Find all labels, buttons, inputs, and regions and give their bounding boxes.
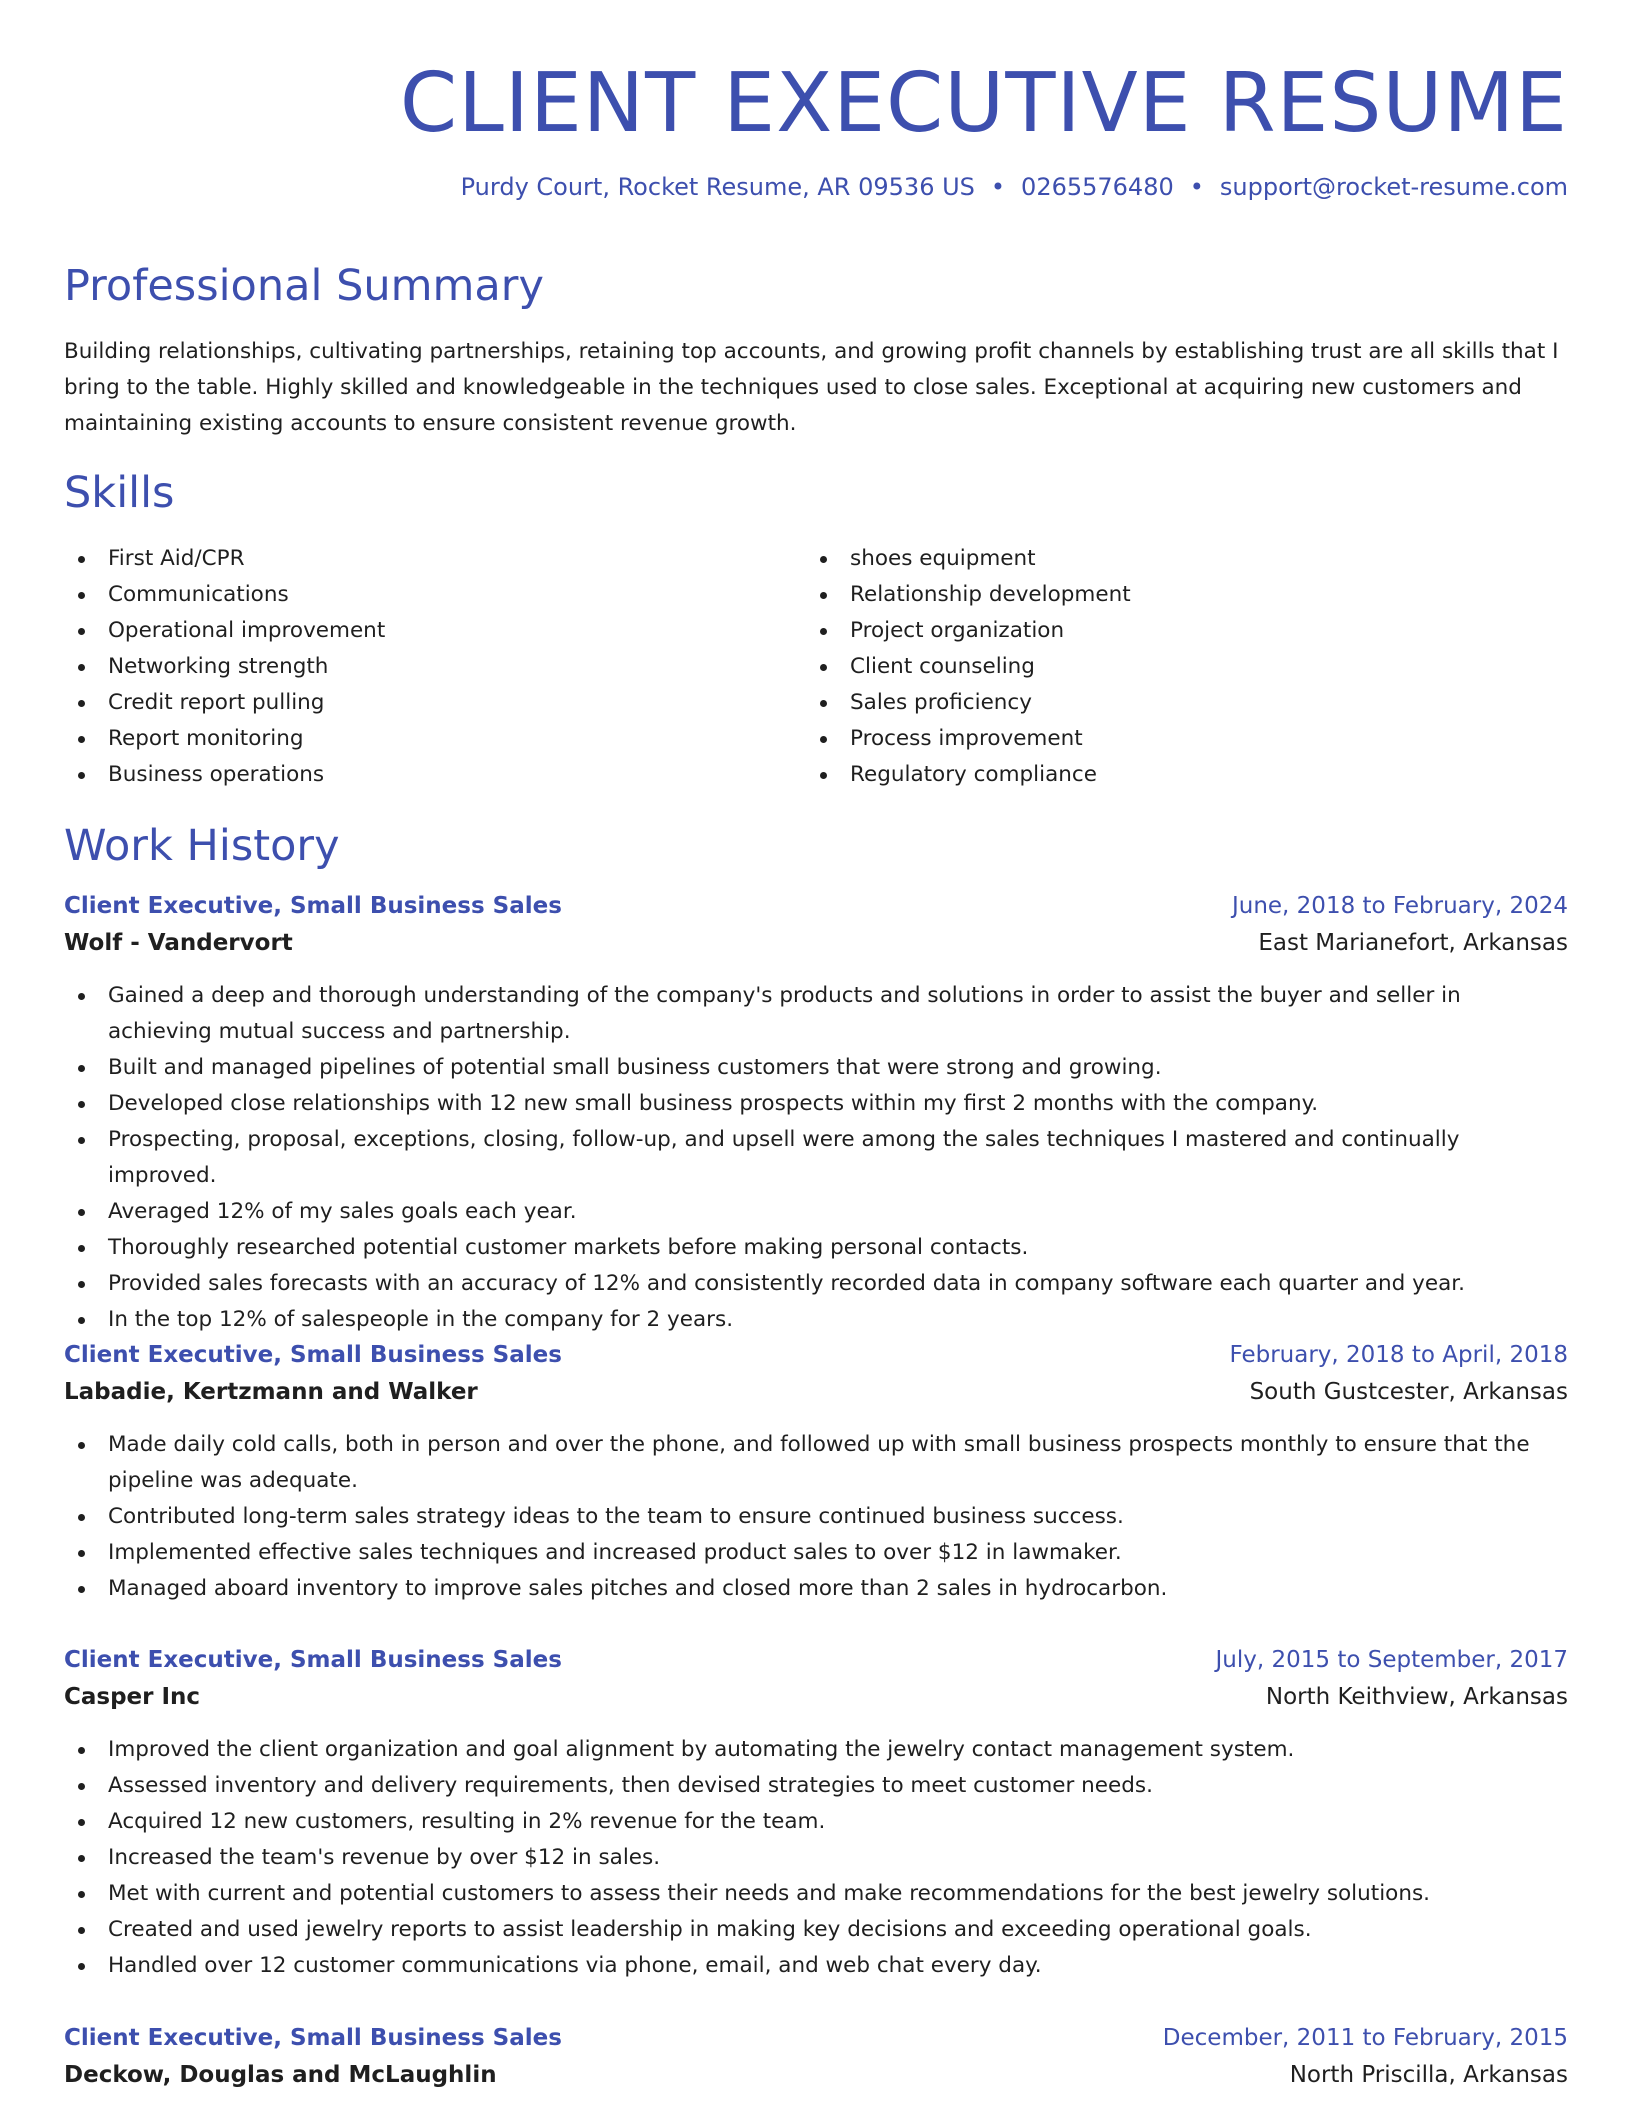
job-company: Casper Inc (64, 1684, 201, 1710)
job-title: Client Executive, Small Business Sales (64, 1342, 562, 1368)
job-bullet: Gained a deep and thorough understanding of the company's products and solutions in order to assist the buyer and seller in achieving mutual success and partnership. (64, 978, 1568, 1050)
skills-heading: Skills (64, 468, 175, 518)
job-dates: February, 2018 to April, 2018 (1229, 1342, 1568, 1368)
job-entry (64, 1337, 1568, 1607)
skill-item: Process improvement (806, 721, 1548, 757)
job-company-row (64, 924, 1568, 962)
job-bullet: Managed aboard inventory to improve sales pitches and closed more than 2 sales in hydrocarbon. (64, 1571, 1568, 1607)
contact-address: Purdy Court, Rocket Resume, AR 09536 US (460, 173, 975, 201)
job-bullet: Developed close relationships with 12 new small business prospects within my first 2 months with the company. (64, 1086, 1568, 1122)
job-bullets (64, 1732, 1568, 1984)
skills-list (64, 541, 1568, 793)
skill-item: Communications (64, 577, 806, 613)
job-bullet: In the top 12% of salespeople in the company for 2 years. (64, 1302, 1568, 1338)
job-entry (64, 1642, 1568, 1984)
job-header-row (64, 1642, 1568, 1678)
summary-heading: Professional Summary (64, 261, 544, 311)
skill-item: Credit report pulling (64, 685, 806, 721)
skill-item: Networking strength (64, 649, 806, 685)
job-bullet: Made daily cold calls, both in person and over the phone, and followed up with small business prospects monthly to ensure that the pipeline was adequate. (64, 1427, 1568, 1499)
job-bullet: Provided sales forecasts with an accuracy of 12% and consistently recorded data in company software each quarter and year. (64, 1266, 1568, 1302)
skill-item: Business operations (64, 757, 806, 793)
job-bullet: Acquired 12 new customers, resulting in 2% revenue for the team. (64, 1804, 1568, 1840)
job-location: North Priscilla, Arkansas (1289, 2062, 1568, 2088)
contact-line (461, 172, 1568, 202)
skill-item: Client counseling (806, 649, 1548, 685)
job-bullet: Averaged 12% of my sales goals each year. (64, 1194, 1568, 1230)
summary-text: Building relationships, cultivating partnerships, retaining top accounts, and growing profit channels by establishing trust are all skills that I bring to the table. Highly skilled and knowledgeable in the techniques used to close sales. Exceptional at acquiring new customers and maintaining existing accounts to ensure consistent revenue growth. (64, 339, 1559, 436)
contact-email[interactable]: support@rocket-resume.com (1219, 173, 1568, 201)
job-bullet: Contributed long-term sales strategy ideas to the team to ensure continued business success. (64, 1499, 1568, 1535)
skill-item: Relationship development (806, 577, 1548, 613)
skill-item: Operational improvement (64, 613, 806, 649)
job-bullet: Increased the team's revenue by over $12 in sales. (64, 1840, 1568, 1876)
job-company-row (64, 2056, 1568, 2094)
contact-separator: • (1189, 173, 1204, 201)
job-bullet: Prospecting, proposal, exceptions, closing, follow-up, and upsell were among the sales techniques I mastered and continually improved. (64, 1122, 1568, 1194)
job-bullet: Met with current and potential customers to assess their needs and make recommendations for the best jewelry solutions. (64, 1876, 1568, 1912)
contact-separator: • (990, 173, 1006, 201)
job-company: Wolf - Vandervort (64, 930, 293, 956)
job-header-row (64, 1337, 1568, 1373)
skills-column-left (64, 541, 806, 793)
job-entry (64, 888, 1568, 1338)
job-entry (64, 2020, 1568, 2094)
job-company: Labadie, Kertzmann and Walker (64, 1379, 478, 1405)
job-company-row (64, 1373, 1568, 1411)
job-title: Client Executive, Small Business Sales (64, 2025, 562, 2051)
skill-item: Sales proficiency (806, 685, 1548, 721)
job-bullets (64, 978, 1568, 1338)
job-location: East Marianefort, Arkansas (1258, 930, 1568, 956)
job-bullet: Built and managed pipelines of potential small business customers that were strong and growing. (64, 1050, 1568, 1086)
skill-item: Regulatory compliance (806, 757, 1548, 793)
job-bullet: Implemented effective sales techniques and increased product sales to over $12 in lawmaker. (64, 1535, 1568, 1571)
job-header-row (64, 2020, 1568, 2056)
resume-page (64, 0, 1568, 2088)
job-bullet: Improved the client organization and goal alignment by automating the jewelry contact management system. (64, 1732, 1568, 1768)
job-bullet: Created and used jewelry reports to assist leadership in making key decisions and exceeding operational goals. (64, 1912, 1568, 1948)
skill-item: shoes equipment (806, 541, 1548, 577)
job-bullet: Handled over 12 customer communications via phone, email, and web chat every day. (64, 1948, 1568, 1984)
skill-item: First Aid/CPR (64, 541, 806, 577)
job-dates: July, 2015 to September, 2017 (1215, 1647, 1568, 1673)
job-company: Deckow, Douglas and McLaughlin (64, 2062, 497, 2088)
job-dates: June, 2018 to February, 2024 (1231, 893, 1568, 919)
resume-title: CLIENT EXECUTIVE RESUME (399, 56, 1568, 151)
skill-item: Project organization (806, 613, 1548, 649)
skill-item: Report monitoring (64, 721, 806, 757)
skills-column-right (806, 541, 1548, 793)
work-history-heading: Work History (64, 821, 340, 871)
job-dates: December, 2011 to February, 2015 (1162, 2025, 1568, 2051)
job-company-row (64, 1678, 1568, 1716)
job-bullet: Thoroughly researched potential customer markets before making personal contacts. (64, 1230, 1568, 1266)
job-bullet: Assessed inventory and delivery requirements, then devised strategies to meet customer needs. (64, 1768, 1568, 1804)
job-location: South Gustcester, Arkansas (1249, 1379, 1568, 1405)
job-header-row (64, 888, 1568, 924)
contact-phone: 0265576480 (1021, 173, 1174, 201)
job-title: Client Executive, Small Business Sales (64, 1647, 562, 1673)
job-title: Client Executive, Small Business Sales (64, 893, 562, 919)
job-location: North Keithview, Arkansas (1265, 1684, 1568, 1710)
job-bullets (64, 1427, 1568, 1607)
